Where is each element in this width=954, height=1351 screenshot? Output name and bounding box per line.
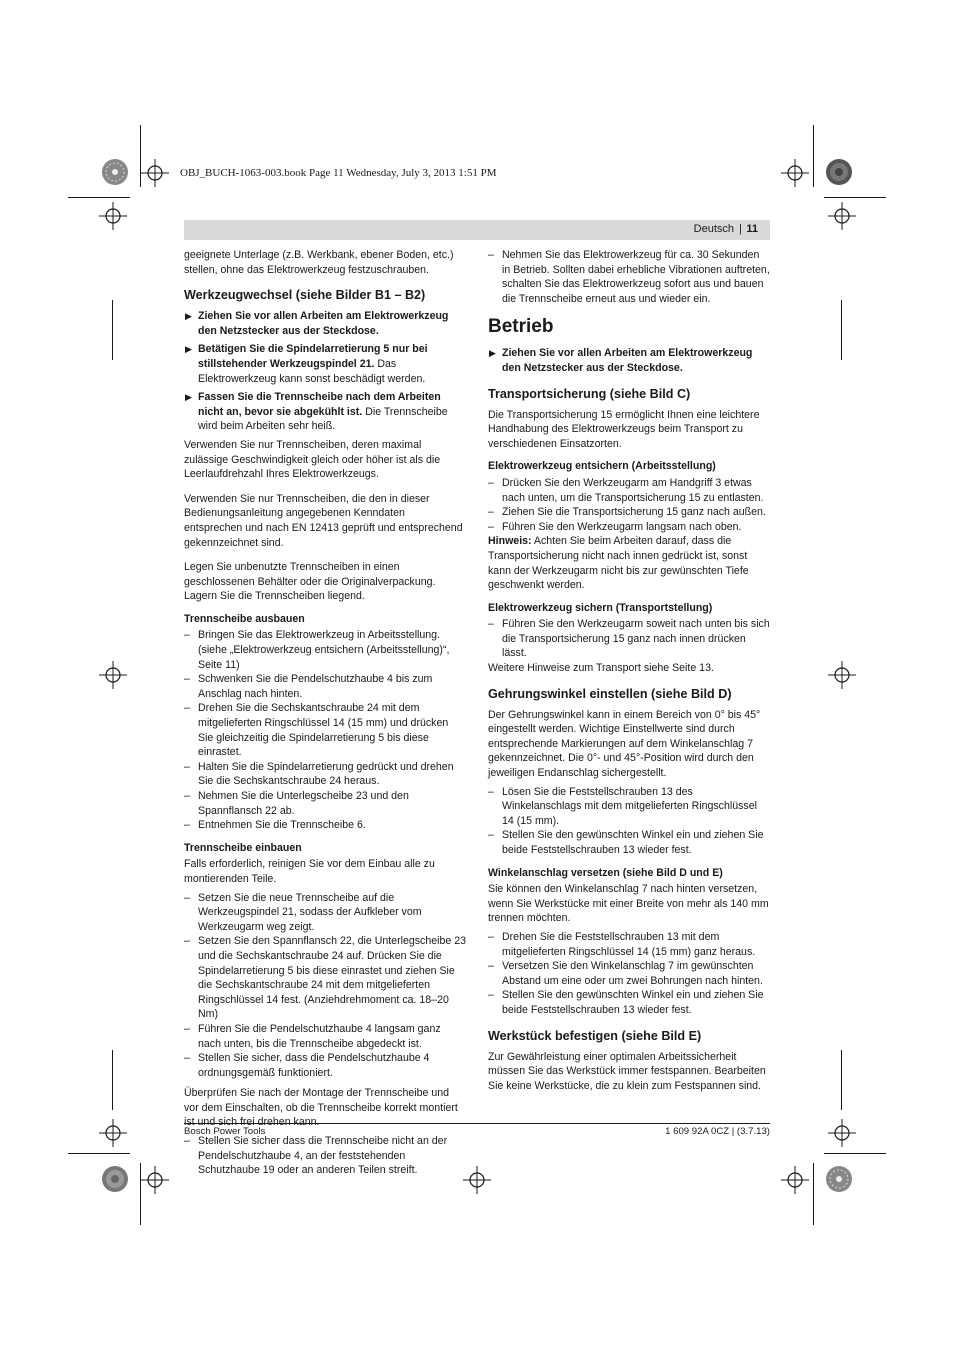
- list-item: – Stellen Sie den gewünschten Winkel ein und ziehen Sie beide Feststellschrauben 13 wieder fest.: [488, 989, 764, 1016]
- crop-mark: [824, 1153, 886, 1154]
- section-heading: Werkzeugwechsel (siehe Bilder B1 – B2): [184, 288, 426, 303]
- subheading: Trennscheibe einbauen: [184, 841, 302, 854]
- chapter-heading: Betrieb: [488, 316, 554, 338]
- warning-item: [184, 342, 466, 386]
- registration-mark-icon: [828, 661, 856, 689]
- triangle-bullet-icon: ▶: [185, 344, 192, 355]
- crop-mark: [112, 300, 113, 360]
- registration-mark-icon: [463, 1166, 491, 1194]
- paragraph: Weitere Hinweise zum Transport siehe Seite 13.: [488, 662, 714, 675]
- list-item: – Nehmen Sie das Elektrowerkzeug für ca. 30 Sekunden in Betrieb. Sollten dabei erhebliche Vibrationen auftreten, schalten Sie das Elektrowerkzeug sofort aus und bauen die Trennscheibe erneut aus und wieder ein.: [488, 249, 770, 305]
- header-separator: |: [739, 223, 742, 235]
- warning-note: Die Trennscheibe wird beim Arbeiten sehr heiß.: [198, 405, 448, 433]
- page-number: 11: [746, 223, 758, 235]
- section-heading: Gehrungswinkel einstellen (siehe Bild D): [488, 686, 732, 701]
- list-item: – Drücken Sie den Werkzeugarm am Handgriff 3 etwas nach unten, um die Transportsicherung 15 zu entlasten.: [488, 476, 764, 504]
- list-item: – Stellen Sie sicher dass die Trennscheibe nicht an der Pendelschutzhaube 4, an der feststehenden Schutzhaube 19 oder an anderen Teilen streift.: [184, 1135, 448, 1177]
- section-heading: Werkstück befestigen (siehe Bild E): [488, 1028, 702, 1043]
- list-item: – Drehen Sie die Sechskantschraube 24 mit dem mitgelieferten Ringschlüssel 14 (15 mm) und drücken Sie gleichzeitig die Spindelarretierung 5 bis diese einrastet.: [184, 702, 449, 759]
- list-item: – Führen Sie den Werkzeugarm soweit nach unten bis sich die Transportsicherung 15 ganz nach innen drücken lässt.: [488, 618, 770, 660]
- warning-item: [488, 346, 770, 375]
- registration-mark-icon: [99, 1119, 127, 1147]
- list-item: – Stellen Sie den gewünschten Winkel ein und ziehen Sie beide Feststellschrauben 13 wieder fest.: [488, 829, 764, 856]
- list-item: – Ziehen Sie die Transportsicherung 15 ganz nach außen.: [488, 506, 766, 519]
- registration-mark-icon: [781, 1166, 809, 1194]
- paragraph: Verwenden Sie nur Trennscheiben, die den in dieser Bedienungsanleitung angegebenen Kenndaten entsprechen und nach EN 12413 geprüft und entsprechend gekennzeichnet sind.: [184, 492, 463, 549]
- subheading: Winkelanschlag versetzen (siehe Bild D und E): [488, 866, 723, 879]
- color-target-icon: [825, 158, 853, 186]
- footer-rule: [184, 1123, 770, 1124]
- subheading: Trennscheibe ausbauen: [184, 612, 305, 625]
- color-target-icon: [825, 1165, 853, 1193]
- registration-mark-icon: [828, 1119, 856, 1147]
- list-item: – Entnehmen Sie die Trennscheibe 6.: [184, 819, 366, 832]
- registration-mark-icon: [141, 159, 169, 187]
- warning-text: Betätigen Sie die Spindelarretierung 5 nur bei stillstehender Werkzeugspindel 21.: [198, 343, 428, 370]
- crop-mark: [841, 1050, 842, 1110]
- triangle-bullet-icon: ▶: [185, 311, 192, 322]
- crop-mark: [813, 1163, 814, 1225]
- note-paragraph: Hinweis: Achten Sie beim Arbeiten darauf, dass die Transportsicherung nicht nach innen gedrückt ist, sonst kann der Werkzeugarm nicht bis zur gewünschten Tiefe geschwenkt werden.: [488, 535, 749, 592]
- color-target-icon: [101, 158, 129, 186]
- list-item: – Drehen Sie die Feststellschrauben 13 mit dem mitgelieferten Ringschlüssel 14 (15 mm) ganz heraus.: [488, 930, 756, 958]
- color-target-icon: [101, 1165, 129, 1193]
- paragraph: geeignete Unterlage (z.B. Werkbank, ebener Boden, etc.) stellen, ohne das Elektrowerkzeug festzuschrauben.: [184, 249, 454, 276]
- list-item: – Nehmen Sie die Unterlegscheibe 23 und den Spannflansch 22 ab.: [184, 790, 409, 817]
- paragraph: Falls erforderlich, reinigen Sie vor dem Einbau alle zu montierenden Teile.: [184, 858, 435, 885]
- page-header: [184, 220, 770, 240]
- subheading: Elektrowerkzeug entsichern (Arbeitsstellung): [488, 460, 716, 473]
- registration-mark-icon: [99, 661, 127, 689]
- paragraph: Die Transportsicherung 15 ermöglicht Ihnen eine leichtere Handhabung des Elektrowerkzeugs beim Transport zu verschiedenen Einsatzorten.: [488, 408, 760, 450]
- list-item: – Versetzen Sie den Winkelanschlag 7 im gewünschten Abstand um eine oder um zwei Bohrungen nach hinten.: [488, 960, 763, 987]
- list-item: – Schwenken Sie die Pendelschutzhaube 4 bis zum Anschlag nach hinten.: [184, 673, 433, 700]
- footer-brand: Bosch Power Tools: [184, 1126, 266, 1137]
- registration-mark-icon: [141, 1166, 169, 1194]
- left-column: [184, 248, 466, 1178]
- list-item: – Führen Sie den Werkzeugarm langsam nach oben.: [488, 520, 742, 533]
- crop-mark: [813, 125, 814, 187]
- crop-mark: [68, 197, 130, 198]
- crop-mark: [112, 1050, 113, 1110]
- list-item: – Führen Sie die Pendelschutzhaube 4 langsam ganz nach unten, bis die Trennscheibe abgedeckt ist.: [184, 1022, 441, 1050]
- right-column: [488, 248, 770, 1097]
- list-item: – Bringen Sie das Elektrowerkzeug in Arbeitsstellung. (siehe „Elektrowerkzeug entsichern (Arbeitsstellung)“, Seite 11): [184, 629, 450, 671]
- subheading: Elektrowerkzeug sichern (Transportstellung): [488, 601, 713, 614]
- list-item: – Setzen Sie die neue Trennscheibe auf die Werkzeugspindel 21, sodass der Aufkleber vom Werkzeugarm weg zeigt.: [184, 891, 422, 933]
- list-item: – Setzen Sie den Spannflansch 22, die Unterlegscheibe 23 und die Sechskantschraube 24 auf. Drücken Sie die Spindelarretierung 5 bis diese einrastet und ziehen Sie die Sechskantschraube 24 mit dem mitgelieferten Ringschlüssel 14 fest. (Anziehdrehmoment ca. 18–20 Nm): [184, 935, 466, 1021]
- warning-item: [184, 309, 466, 338]
- paragraph: Überprüfen Sie nach der Montage der Trennscheibe und vor dem Einschalten, ob die Trennscheibe korrekt montiert: [184, 1087, 458, 1114]
- registration-mark-icon: [781, 159, 809, 187]
- footer-doc-id: 1 609 92A 0CZ | (3.7.13): [665, 1126, 770, 1137]
- header-language: Deutsch: [693, 223, 734, 235]
- paragraph: Zur Gewährleistung einer optimalen Arbeitssicherheit müssen Sie das Werkstück immer festspannen. Bearbeiten Sie keine Werkstücke, die zu klein zum Festspannen sind.: [488, 1050, 766, 1092]
- paragraph: Der Gehrungswinkel kann in einem Bereich von 0° bis 45° eingestellt werden. Wichtige Einstellwerte sind durch entsprechende Markierungen auf dem Winkelanschlag 7 gekennzeichnet. Die 0°- und 45°-Position wird durch den jeweiligen Endanschlag sichergestellt.: [488, 708, 761, 780]
- registration-mark-icon: [99, 202, 127, 230]
- list-item: – Halten Sie die Spindelarretierung gedrückt und drehen Sie die Sechskantschraube 24 heraus.: [184, 760, 454, 788]
- warning-item: [184, 390, 466, 434]
- list-item: – Lösen Sie die Feststellschrauben 13 des Winkelanschlags mit dem mitgelieferten Ringschlüssel 14 (15 mm).: [488, 785, 757, 827]
- warning-text: Fassen Sie die Trennscheibe nach dem Arbeiten nicht an, bevor sie abgekühlt ist.: [198, 391, 441, 418]
- crop-mark: [68, 1153, 130, 1154]
- warning-note: Das Elektrowerkzeug kann sonst beschädigt werden.: [198, 357, 426, 385]
- crop-mark: [824, 197, 886, 198]
- paragraph: Sie können den Winkelanschlag 7 nach hinten versetzen, wenn Sie Werkstücke mit einer Breite von mehr als 140 mm trennen möchten.: [488, 883, 769, 925]
- triangle-bullet-icon: ▶: [489, 348, 496, 359]
- list-item: – Stellen Sie sicher, dass die Pendelschutzhaube 4 ordnungsgemäß funktioniert.: [184, 1052, 430, 1079]
- triangle-bullet-icon: ▶: [185, 392, 192, 403]
- warning-text: Ziehen Sie vor allen Arbeiten am Elektrowerkzeug den Netzstecker aus der Steckdose.: [502, 347, 753, 374]
- warning-text: Ziehen Sie vor allen Arbeiten am Elektrowerkzeug den Netzstecker aus der Steckdose.: [198, 310, 449, 337]
- paragraph: Legen Sie unbenutzte Trennscheiben in einen geschlossenen Behälter oder die Originalverpackung. Lagern Sie die Trennscheiben liegend.: [184, 561, 436, 603]
- section-heading: Transportsicherung (siehe Bild C): [488, 386, 691, 401]
- print-slug: OBJ_BUCH-1063-003.book Page 11 Wednesday, July 3, 2013 1:51 PM: [180, 167, 497, 179]
- paragraph: Verwenden Sie nur Trennscheiben, deren maximal zulässige Geschwindigkeit gleich oder höher ist als die Leerlaufdrehzahl Ihres Elektrowerkzeugs.: [184, 438, 441, 481]
- crop-mark: [841, 300, 842, 360]
- registration-mark-icon: [828, 202, 856, 230]
